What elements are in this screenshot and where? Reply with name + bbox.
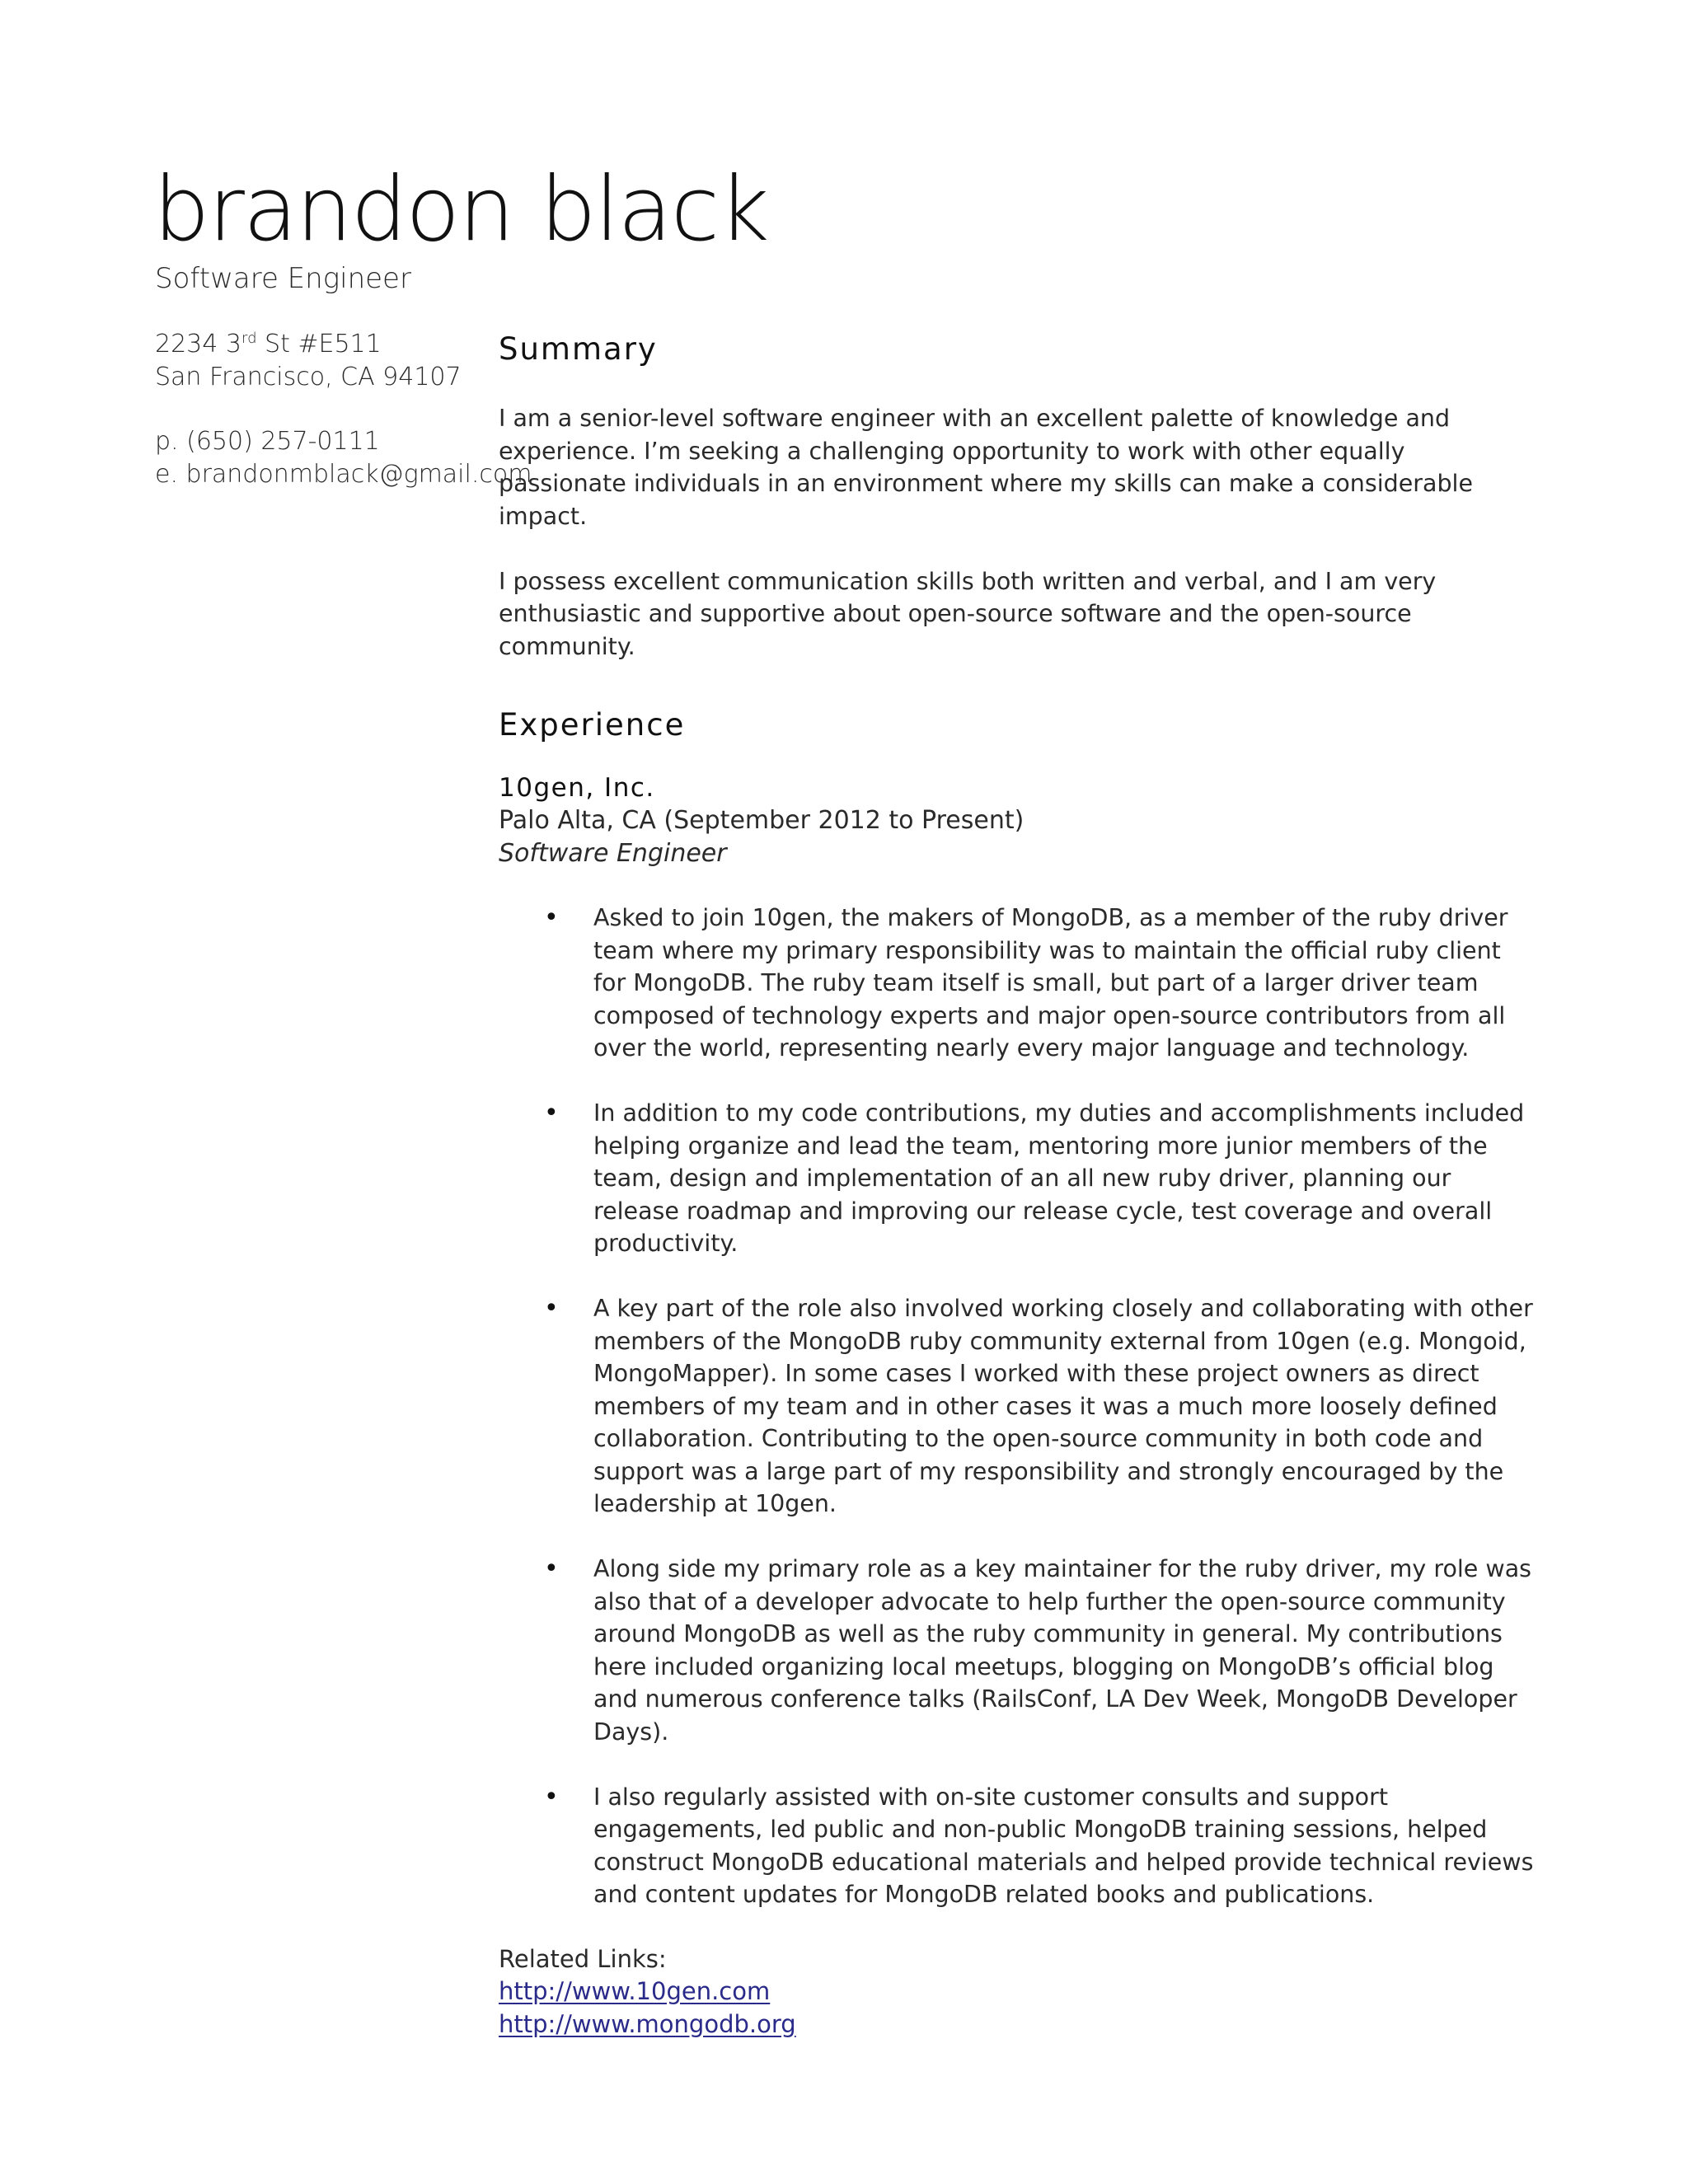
address-street — [155, 328, 485, 361]
main-content — [499, 330, 1537, 2041]
candidate-name: brandon black — [153, 158, 768, 261]
related-links-label: Related Links: — [499, 1944, 667, 1973]
bullet-icon: • — [544, 1782, 559, 1811]
responsibility-item — [499, 1097, 1537, 1260]
responsibility-text: Asked to join 10gen, the makers of MongoDB, as a member of the ruby driver team where my primary responsibility was to maintain the official ruby client for MongoDB. The ruby team itself is small, but part of a larger driver team composed of technology experts and major open-source contributors from all over the world, representing nearly every major language and technology. — [593, 904, 1508, 1062]
responsibility-text: I also regularly assisted with on-site customer consults and support engagements, led public and non-public MongoDB training sessions, helped construct MongoDB educational materials and helped provide technical reviews and content updates for MongoDB related books and publications. — [593, 1783, 1534, 1908]
bullet-icon: • — [544, 1294, 559, 1323]
responsibility-item — [499, 1781, 1537, 1911]
responsibility-text: Along side my primary role as a key maintainer for the ruby driver, my role was also that of a developer advocate to help further the open-source community around MongoDB as well as the ruby community in general. My contributions here included organizing local meetups, blogging on MongoDB’s official blog and numerous conference talks (RailsConf, LA Dev Week, MongoDB Developer Days). — [593, 1555, 1532, 1746]
job-responsibilities — [499, 902, 1537, 1911]
responsibility-item — [499, 1553, 1537, 1748]
job-entry — [499, 771, 1537, 2041]
phone-number: p. (650) 257-0111 — [155, 427, 380, 456]
job-company: 10gen, Inc. — [499, 773, 655, 803]
job-location-dates: Palo Alta, CA (September 2012 to Present) — [499, 806, 1025, 835]
responsibility-item — [499, 902, 1537, 1065]
responsibility-item — [499, 1292, 1537, 1521]
summary-paragraph: I am a senior-level software engineer with an excellent palette of knowledge and experience. I’m seeking a challenging opportunity to work with other equally passionate individuals in an environment where my skills can make a considerable impact. — [499, 405, 1473, 530]
summary-paragraph: I possess excellent communication skills both written and verbal, and I am very enthusiastic and supportive about open-source software and the open-source community. — [499, 567, 1437, 660]
street-ordinal: rd — [241, 330, 257, 347]
link-mongodb[interactable]: http://www.mongodb.org — [499, 2009, 796, 2038]
responsibility-text: In addition to my code contributions, my duties and accomplishments included helping organize and lead the team, mentoring more junior members of the team, design and implementation of an all new ruby driver, planning our release roadmap and improving our release cycle, test coverage and overall productivity. — [593, 1099, 1525, 1257]
email-address: e. brandonmblack@gmail.com — [155, 460, 532, 489]
street-number: 2234 3 — [155, 330, 241, 359]
address-city: San Francisco, CA 94107 — [155, 363, 462, 391]
experience-heading: Experience — [499, 707, 686, 743]
summary-heading: Summary — [499, 331, 658, 367]
job-title: Software Engineer — [499, 838, 727, 868]
bullet-icon: • — [544, 903, 559, 932]
contact-block — [155, 328, 532, 491]
bullet-icon: • — [544, 1099, 559, 1127]
link-10gen[interactable]: http://www.10gen.com — [499, 1977, 771, 2005]
bullet-icon: • — [544, 1554, 559, 1583]
candidate-title: Software Engineer — [155, 262, 411, 295]
responsibility-text: A key part of the role also involved working closely and collaborating with other members of the MongoDB ruby community external from 10gen (e.g. Mongoid, MongoMapper). In some cases I worked with these project owners as direct members of my team and in other cases it was a much more loosely defined collaboration. Contributing to the open-source community in both code and support was a large part of my responsibility and strongly encouraged by the leadership at 10gen. — [593, 1295, 1533, 1517]
street-unit: St #E511 — [256, 330, 382, 359]
